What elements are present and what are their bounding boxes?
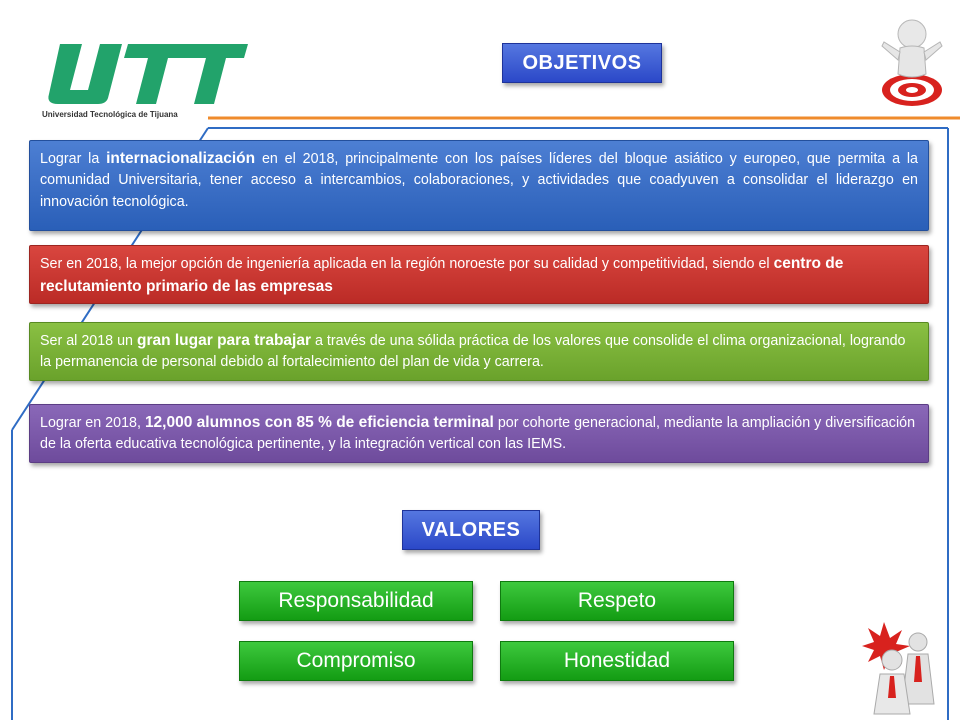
objective-3-text-bold: gran lugar para trabajar xyxy=(136,332,311,349)
objective-alumnos xyxy=(29,404,929,463)
objetivos-heading-text: OBJETIVOS xyxy=(522,51,642,74)
objective-1-text-post: en el 2018, principalmente con los países líderes del bloque asiático y europeo, que permita a la comunidad Universitaria, tener acceso a intercambios, colaboraciones, y actividades que coadyuven a consolidar el liderazgo en innovación tecnológica. xyxy=(40,151,918,210)
value-compromiso: Compromiso xyxy=(239,641,473,681)
objective-lugar-trabajar xyxy=(29,322,929,381)
objective-3-text-pre: Ser al 2018 un xyxy=(40,333,137,349)
value-respeto: Respeto xyxy=(500,581,734,621)
objective-4-text-post: por cohorte generacional, mediante la ampliación y diversificación de la oferta educativa tecnológica pertinente, y la integración vertical con las IEMS. xyxy=(40,415,916,453)
value-responsabilidad: Responsabilidad xyxy=(239,581,473,621)
objective-ingenieria xyxy=(29,245,929,304)
pawn-figures-icon xyxy=(862,620,952,716)
value-honestidad: Honestidad xyxy=(500,641,734,681)
objective-1-text-pre: Lograr la xyxy=(40,151,107,167)
target-figure-icon xyxy=(874,12,954,112)
logo-subtitle: Universidad Tecnológica de Tijuana xyxy=(42,110,178,119)
objetivos-heading xyxy=(502,43,662,83)
objective-2-text-bold: centro de reclutamiento primario de las empresas xyxy=(40,255,844,296)
objective-1-text-bold: internacionalización xyxy=(106,150,256,167)
objective-4-text-bold: 12,000 alumnos con 85 % de eficiencia terminal xyxy=(144,414,494,431)
valores-heading-text: VALORES xyxy=(421,518,521,541)
objective-4-text-pre: Lograr en 2018, xyxy=(40,415,145,431)
valores-heading xyxy=(402,510,540,550)
objective-internacionalizacion xyxy=(29,140,929,231)
objective-3-text-post: a través de una sólida práctica de los valores que consolide el clima organizacional, logrando la permanencia de personal debido al fortalecimiento del plan de vida y carrera. xyxy=(40,333,906,371)
objective-2-text-pre: Ser en 2018, la mejor opción de ingeniería aplicada en la región noroeste por su calidad y competitividad, siendo el xyxy=(40,256,774,272)
